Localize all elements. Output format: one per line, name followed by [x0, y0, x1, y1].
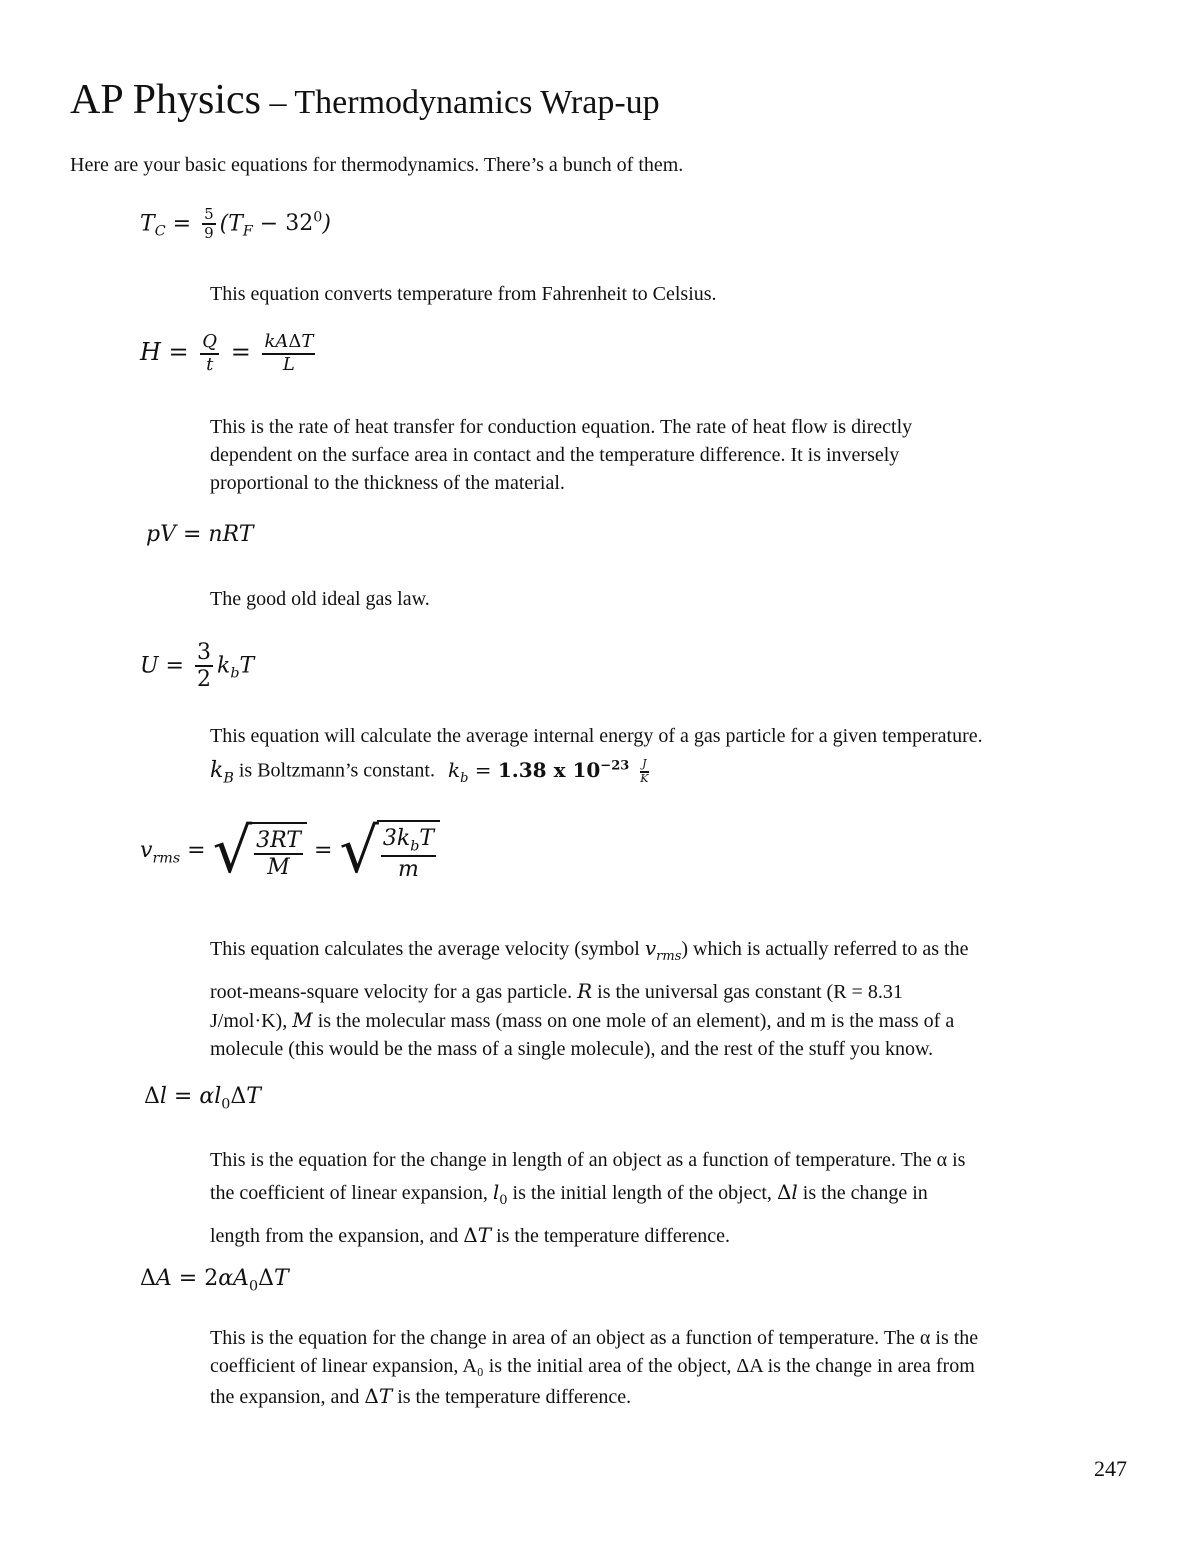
title-main: AP Physics — [70, 77, 261, 123]
equation-ideal-gas: pV = nRT — [146, 522, 254, 547]
equation-celsius: $T_C$ = $\frac{5}{9}$ $(T_F - 32^0)$ — [140, 205, 331, 243]
desc-ideal-gas — [210, 585, 1140, 613]
equation-heat-conduction: H = $\frac{Q}{t}$ = $\frac{\text{kAΔT}}{L}$ — [140, 331, 314, 375]
page-number: 247 — [1094, 1456, 1127, 1481]
desc-internal-energy — [210, 722, 1140, 793]
desc-area-expansion: This is the equation for the change in area of an object as a function of temperature. The α is the coefficient of linear expansion, A₀ is the initial area of the object, ΔA is the change in area from the expansion, and ΔT is the temperature difference. — [210, 1327, 979, 1408]
equation-internal-energy: U = $\frac{3}{2}$ $k_bT$ — [140, 640, 255, 693]
desc-line: This equation converts temperature from Fahrenheit to Celsius. — [210, 283, 717, 305]
desc-celsius — [210, 280, 1140, 308]
desc-line: dependent on the surface area in contact and the temperature difference. It is inversely — [210, 444, 900, 466]
desc-line: This equation will calculate the average internal energy of a gas particle for a given temperature. — [210, 725, 983, 747]
page-title — [70, 76, 660, 124]
desc-rms-velocity: This equation calculates the average velocity (symbol $v_{rms}$) which is actually referred to as the root-means-square velocity for a gas particle. R is the universal gas constant (R = 8.31 J/mol·K), M is the molecular mass (mass on one mole of an element), and m is the mass of a molecule (this would be the mass of a single molecule), and the rest of the stuff you know. — [210, 936, 969, 1060]
desc-line: This is the rate of heat transfer for conduction equation. The rate of heat flow is directly — [210, 416, 913, 438]
boltzmann-line: $k_B$ is Boltzmann’s constant. $k_b = 1.38$ x $10^{-23}$ $\frac{J}{K}$ — [210, 757, 649, 787]
desc-linear-expansion: This is the equation for the change in length of an object as a function of temperature. The α is the coefficient of linear expansion, $l_0$ is the initial length of the object, Δl is the change in length from the expansion, and ΔT is the temperature difference. — [210, 1149, 966, 1247]
boltzmann-value: 1.38 x $10^{-23}$ — [497, 757, 630, 782]
intro-text: Here are your basic equations for thermodynamics. There’s a bunch of them. — [70, 154, 684, 176]
equation-linear-expansion: $\Delta l = \alpha l_0\Delta T$ — [144, 1084, 261, 1113]
boltzmann-text: is Boltzmann’s constant. — [238, 759, 435, 782]
desc-heat-conduction — [210, 413, 1140, 497]
desc-line: proportional to the thickness of the material. — [210, 472, 565, 494]
desc-line: The good old ideal gas law. — [210, 588, 430, 610]
title-sub: – Thermodynamics Wrap-up — [261, 84, 660, 121]
equation-rms-velocity: $v_{rms}$ = √ $\frac{3RT}{M}$ = √ $\frac{3k_bT}{m}$ — [140, 820, 440, 882]
equation-area-expansion: $\Delta A = 2\alpha A_0\Delta T$ — [140, 1266, 289, 1295]
